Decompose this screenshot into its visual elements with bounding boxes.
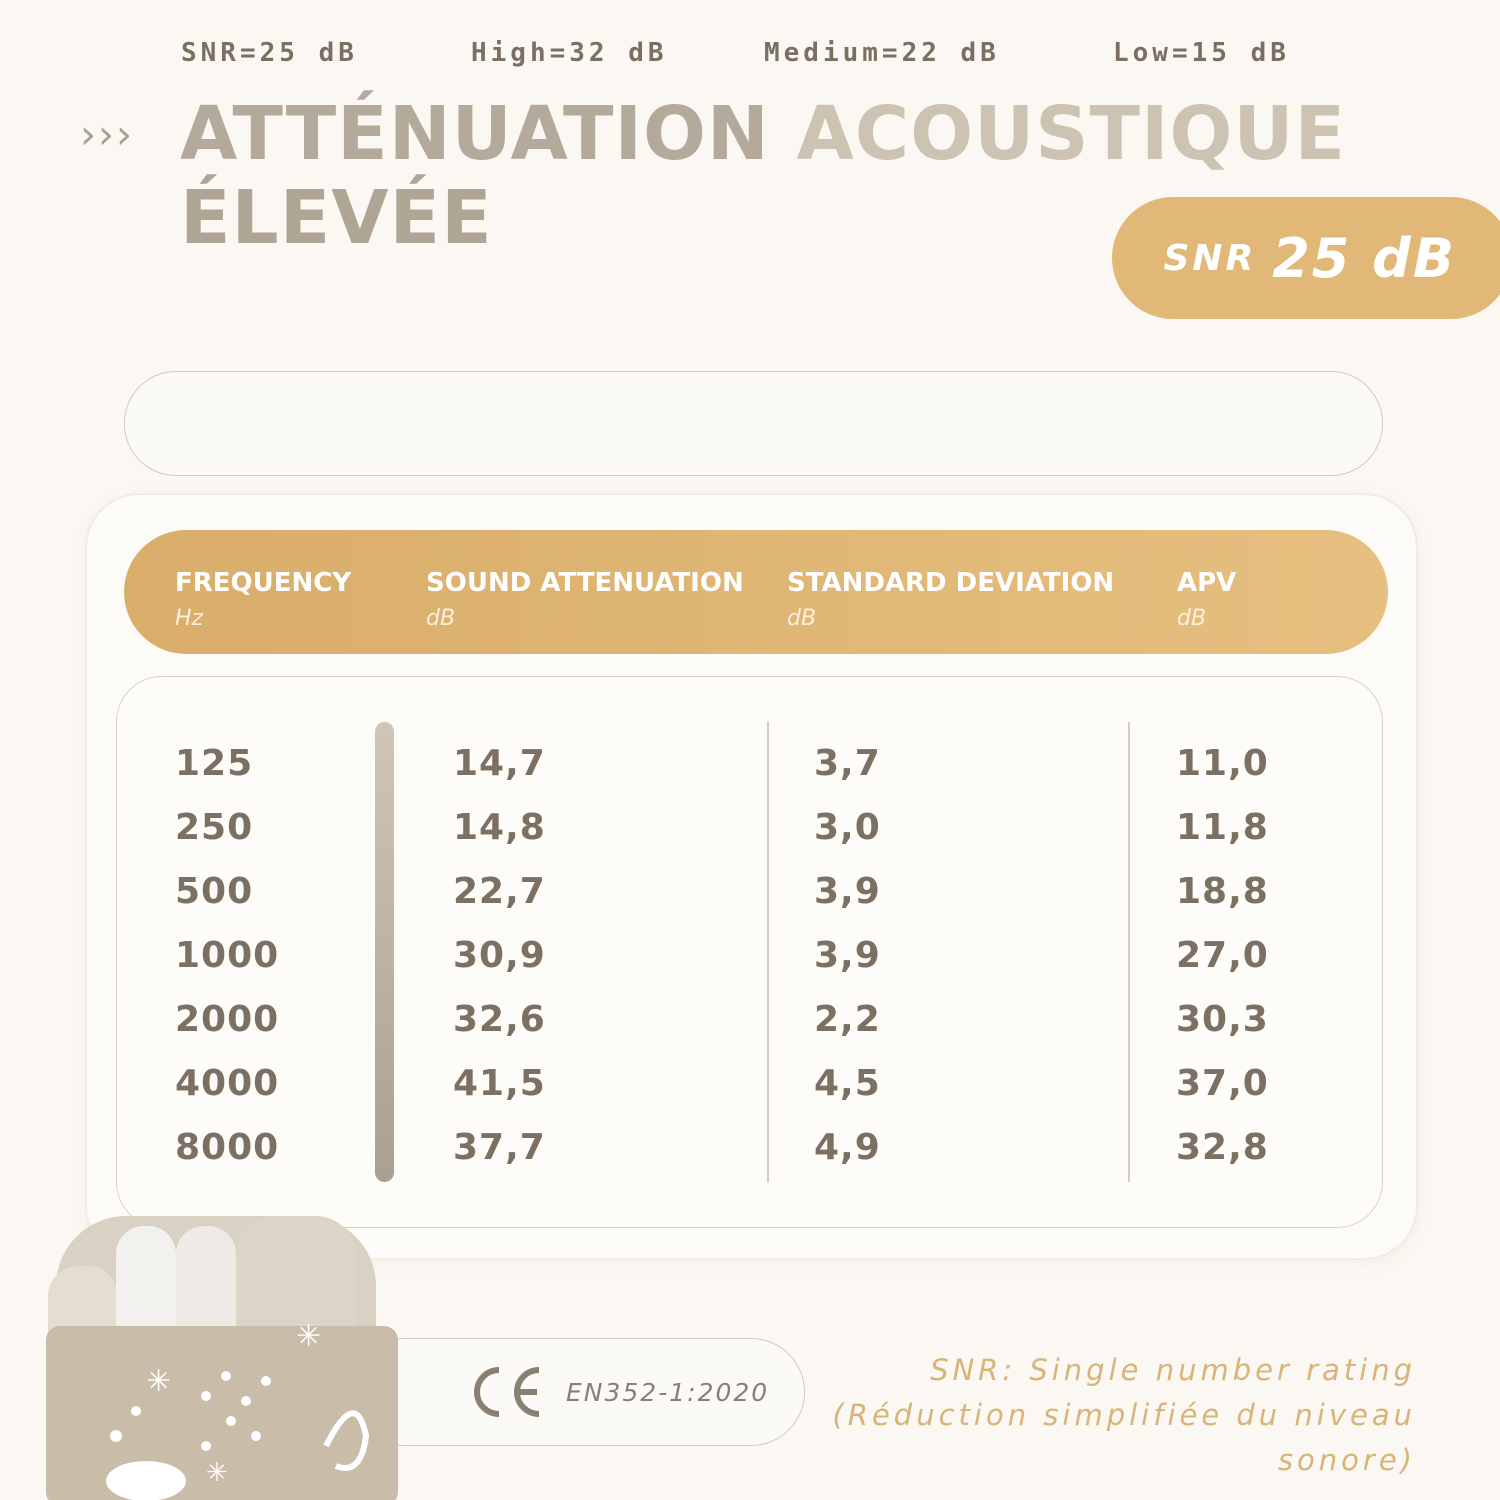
ratings-panel [124, 371, 1383, 476]
title-word-2: ACOUSTIQUE [796, 91, 1347, 177]
column-divider [1128, 722, 1130, 1182]
header-frequency [175, 568, 351, 631]
column-apv [1176, 738, 1269, 1186]
column-divider [767, 722, 769, 1182]
ear-muff-product-image [26, 1196, 398, 1500]
attenuation-cell: 32,6 [453, 999, 546, 1040]
frequency-cell: 2000 [175, 999, 280, 1040]
header-unit: dB [787, 606, 817, 631]
title-line-2: ÉLEVÉE [180, 175, 493, 261]
snr-footnote [816, 1348, 1416, 1483]
apv-cell: 37,0 [1176, 1063, 1269, 1104]
apv-cell: 11,0 [1176, 743, 1269, 784]
snr-badge-prefix: SNR [1163, 237, 1257, 279]
footnote-line: SNR: Single number rating [930, 1353, 1416, 1387]
apv-cell: 27,0 [1176, 935, 1269, 976]
header-label: STANDARD DEVIATION [787, 568, 1115, 598]
rating-low: Low=15 dB [1113, 38, 1290, 68]
std-dev-cell: 3,0 [814, 807, 881, 848]
rating-snr: SNR=25 dB [181, 38, 358, 68]
std-dev-cell: 3,9 [814, 871, 881, 912]
header-standard-deviation [787, 568, 1114, 631]
std-dev-cell: 3,9 [814, 935, 881, 976]
header-label: SOUND ATTENUATION [426, 568, 744, 598]
attenuation-cell: 14,8 [453, 807, 546, 848]
frequency-cell: 500 [175, 871, 254, 912]
footnote-line: (Réduction simplifiée du niveau [832, 1398, 1416, 1432]
column-attenuation [453, 738, 546, 1186]
header-label: FREQUENCY [175, 568, 352, 598]
frequency-cell: 250 [175, 807, 254, 848]
svg-text:✳: ✳ [296, 1319, 322, 1354]
header-apv [1177, 568, 1236, 631]
frequency-cell: 4000 [175, 1063, 280, 1104]
frequency-cell: 125 [175, 743, 254, 784]
attenuation-cell: 22,7 [453, 871, 546, 912]
attenuation-cell: 30,9 [453, 935, 546, 976]
column-std-dev [814, 738, 881, 1186]
std-dev-cell: 4,9 [814, 1127, 881, 1168]
frequency-cell: 1000 [175, 935, 280, 976]
header-unit: dB [426, 606, 456, 631]
footnote-line: sonore) [1277, 1443, 1416, 1477]
header-unit: Hz [175, 606, 204, 631]
svg-text:✳: ✳ [206, 1458, 228, 1488]
header-sound-attenuation [426, 568, 744, 631]
attenuation-cell: 41,5 [453, 1063, 546, 1104]
apv-cell: 11,8 [1176, 807, 1269, 848]
table-scrollbar[interactable] [375, 722, 394, 1182]
certification-standard: EN352-1:2020 [566, 1378, 770, 1407]
rating-medium: Medium=22 dB [764, 38, 1000, 68]
title-word-1: ATTÉNUATION [180, 91, 770, 177]
snr-badge-value: 25 dB [1272, 226, 1456, 290]
attenuation-cell: 37,7 [453, 1127, 546, 1168]
std-dev-cell: 4,5 [814, 1063, 881, 1104]
title-arrows-icon: ››› [80, 112, 134, 158]
frequency-cell: 8000 [175, 1127, 280, 1168]
std-dev-cell: 3,7 [814, 743, 881, 784]
svg-text:✳: ✳ [146, 1364, 172, 1399]
attenuation-cell: 14,7 [453, 743, 546, 784]
header-label: APV [1177, 568, 1237, 598]
apv-cell: 32,8 [1176, 1127, 1269, 1168]
header-unit: dB [1177, 606, 1207, 631]
rating-high: High=32 dB [471, 38, 668, 68]
title-line-1 [180, 92, 1380, 176]
apv-cell: 30,3 [1176, 999, 1269, 1040]
column-frequency [175, 738, 279, 1186]
std-dev-cell: 2,2 [814, 999, 881, 1040]
apv-cell: 18,8 [1176, 871, 1269, 912]
snr-badge [1112, 197, 1500, 319]
ce-mark-icon [467, 1362, 547, 1422]
